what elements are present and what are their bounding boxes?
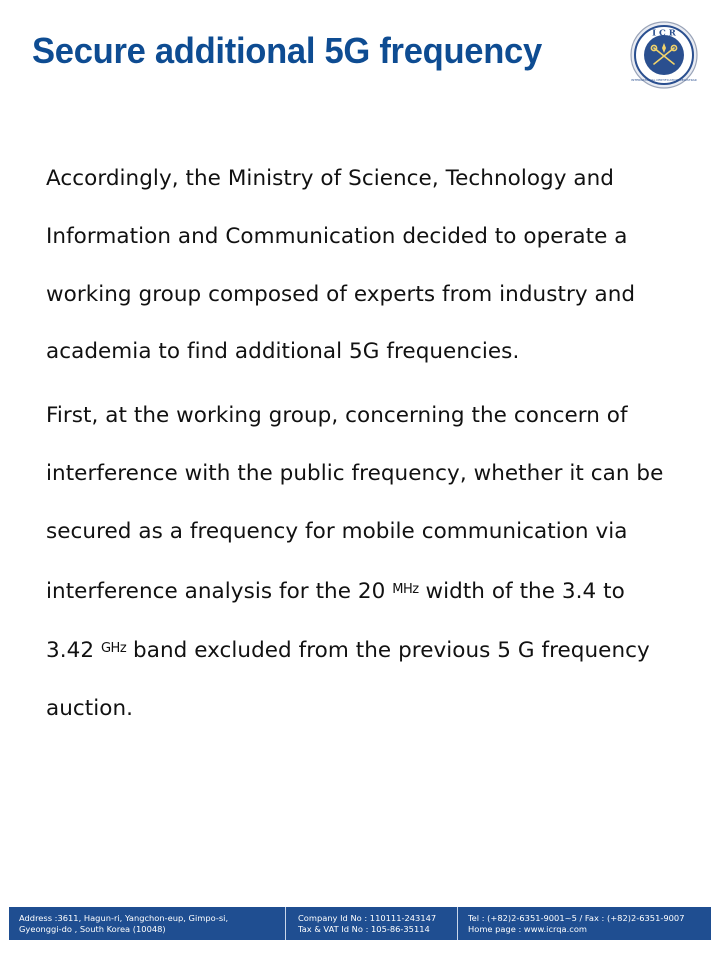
page-title: Secure additional 5G frequency [32, 30, 542, 71]
unit-mhz: MHz [392, 581, 419, 597]
unit-ghz: GHz [100, 641, 127, 657]
paragraph-line: interference with the public frequency, whether it can be [46, 460, 664, 486]
tel-fax: Tel : (+82)2-6351-9001~5 / Fax : (+82)2-6351-9007 [468, 913, 685, 923]
address-line: Gyeonggi-do , South Korea (10048) [19, 924, 166, 934]
paragraph-line: working group composed of experts from industry and [46, 281, 636, 307]
logo-text: I C R [652, 28, 676, 39]
paragraph-line [46, 561, 686, 621]
paragraph-line: Information and Communication decided to operate a [46, 223, 628, 249]
logo-subtext: INTERNATIONAL CERTIFICATION REGISTRAR [631, 78, 697, 82]
paragraph-1 [46, 150, 686, 381]
company-id: Company Id No : 110111-243147 [298, 913, 437, 923]
paragraph-2 [46, 387, 686, 738]
main-content [46, 150, 686, 738]
homepage-link[interactable]: Home page : www.icrqa.com [468, 924, 588, 934]
footer-address [9, 907, 285, 940]
text-segment: interference analysis for the 20 [46, 578, 393, 604]
text-segment: band excluded from the previous 5 G frequency [126, 638, 650, 664]
address-line: Address :3611, Hagun-ri, Yangchon-eup, Gimpo-si, [19, 913, 229, 923]
paragraph-line: academia to find additional 5G frequencies. [46, 339, 520, 365]
text-segment: 3.42 [46, 638, 101, 664]
paragraph-line [46, 620, 686, 680]
paragraph-line: First, at the working group, concerning the concern of [46, 403, 628, 429]
paragraph-line: auction. [46, 696, 134, 722]
footer-contact [457, 907, 711, 940]
tax-id: Tax & VAT Id No : 105-86-35114 [298, 924, 430, 934]
footer-company-ids [285, 907, 457, 940]
footer-bar [9, 907, 711, 940]
paragraph-line: secured as a frequency for mobile communication via [46, 518, 628, 544]
paragraph-line: Accordingly, the Ministry of Science, Technology and [46, 166, 615, 191]
icr-logo-icon [630, 21, 698, 89]
text-segment: width of the 3.4 to [418, 578, 625, 604]
